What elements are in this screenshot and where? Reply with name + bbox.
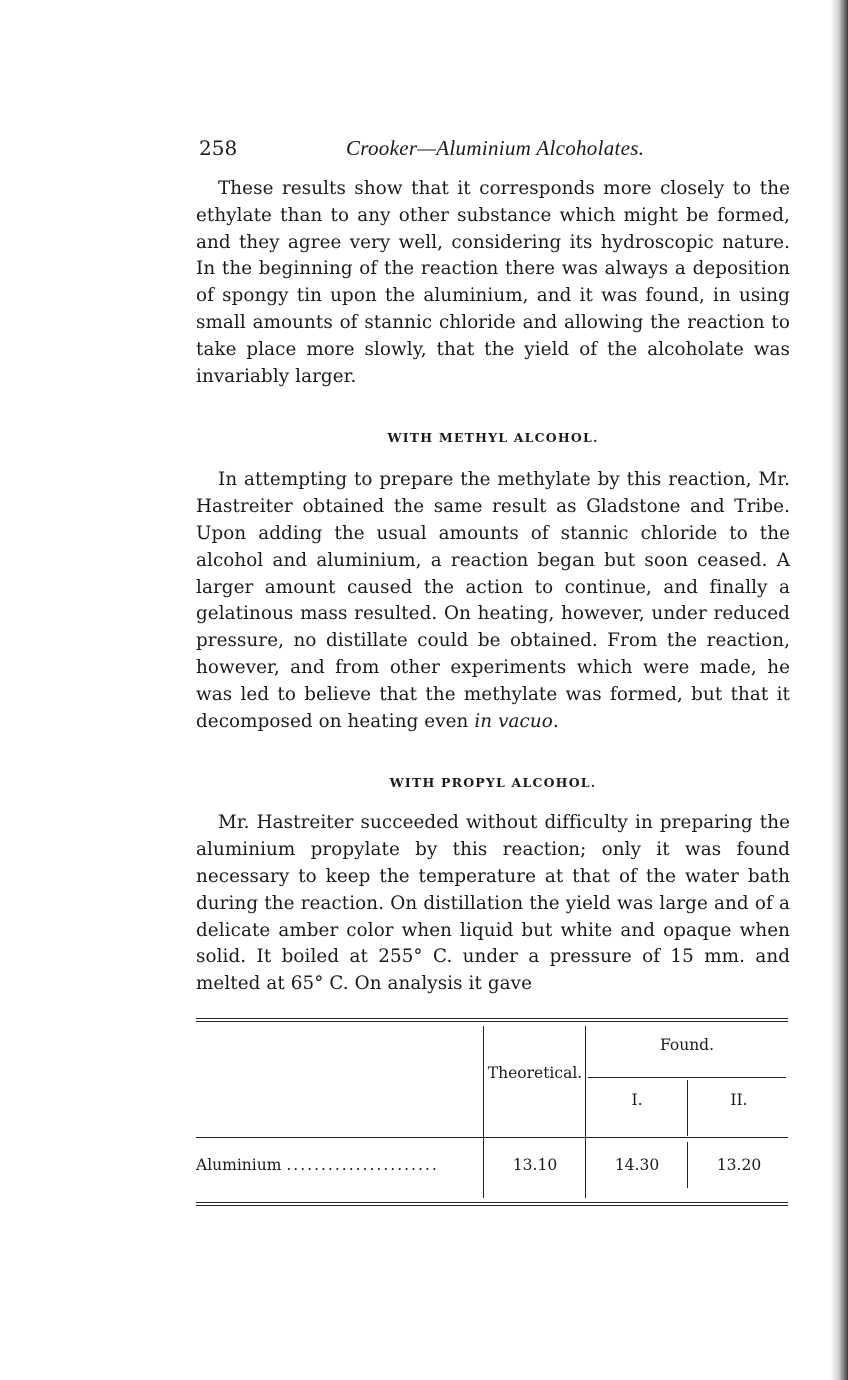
table-divider-2 — [585, 1026, 586, 1198]
value-found-II: 13.20 — [716, 1155, 762, 1174]
running-title: Crooker—Aluminium Alcoholates. — [346, 136, 645, 160]
found-subheader-rule — [588, 1077, 786, 1078]
table-top-rule — [196, 1018, 788, 1022]
value-theoretical: 13.10 — [512, 1155, 558, 1174]
methyl-text-end: . — [552, 710, 559, 732]
dot-leaders: ...................... — [286, 1155, 439, 1174]
table-divider-3b — [687, 1142, 688, 1188]
page-number: 258 — [199, 136, 238, 160]
sub-col-header-II: II. — [730, 1090, 748, 1109]
col-header-found: Found. — [659, 1035, 715, 1054]
analysis-table — [196, 1018, 790, 1210]
paragraph-ethylate-results: These results show that it corresponds more closely to the ethylate than to any other substance which might be formed, and they agree very well, considering its hydroscopic nature. In the beginning of the reaction there was always a deposition of spongy tin upon the aluminium, and it was found, in using small amounts of stannic chloride and allowing the reaction to take place more slowly, that the yield of the alcoholate was invariably larger. — [196, 178, 790, 387]
paragraph-methyl — [196, 467, 790, 735]
section-heading-propyl: WITH PROPYL ALCOHOL. — [389, 775, 597, 791]
italic-in-vacuo: in vacuo — [474, 710, 553, 732]
page-content — [196, 130, 790, 1210]
scan-page-edge — [818, 0, 848, 1380]
methyl-text: In attempting to prepare the methylate by this reaction, Mr. Hastreiter obtained the same result as Gladstone and Tribe. Upon adding the usual amounts of stannic chloride to the alcohol and aluminium, a reaction began but soon ceased. A larger amount caused the action to continue, and finally a gelatinous mass resulted. On heating, however, under reduced pressure, no distillate could be obtained. From the reaction, however, and from other experiments which were made, he was led to believe that the methylate was formed, but that it decomposed on heating even — [196, 469, 790, 732]
row-label-text: Aluminium — [196, 1155, 282, 1174]
paragraph-propyl: Mr. Hastreiter succeeded without difficulty in preparing the aluminium propylate by this reaction; only it was found necessary to keep the temperature at that of the water bath during the reaction. On distillation the yield was large and of a delicate amber color when liquid but white and opaque when solid. It boiled at 255° C. under a pressure of 15 mm. and melted at 65° C. On analysis it gave — [196, 812, 790, 995]
sub-col-header-I: I. — [631, 1090, 643, 1109]
table-bottom-rule — [196, 1202, 788, 1206]
section-heading-methyl: WITH METHYL ALCOHOL. — [387, 430, 599, 446]
header-bottom-rule — [196, 1137, 788, 1138]
value-found-I: 14.30 — [614, 1155, 660, 1174]
page-header — [196, 130, 790, 164]
table-divider-1 — [483, 1026, 484, 1198]
row-label-aluminium — [196, 1156, 439, 1174]
table-divider-3a — [687, 1080, 688, 1136]
col-header-theoretical: Theoretical. — [487, 1063, 583, 1082]
